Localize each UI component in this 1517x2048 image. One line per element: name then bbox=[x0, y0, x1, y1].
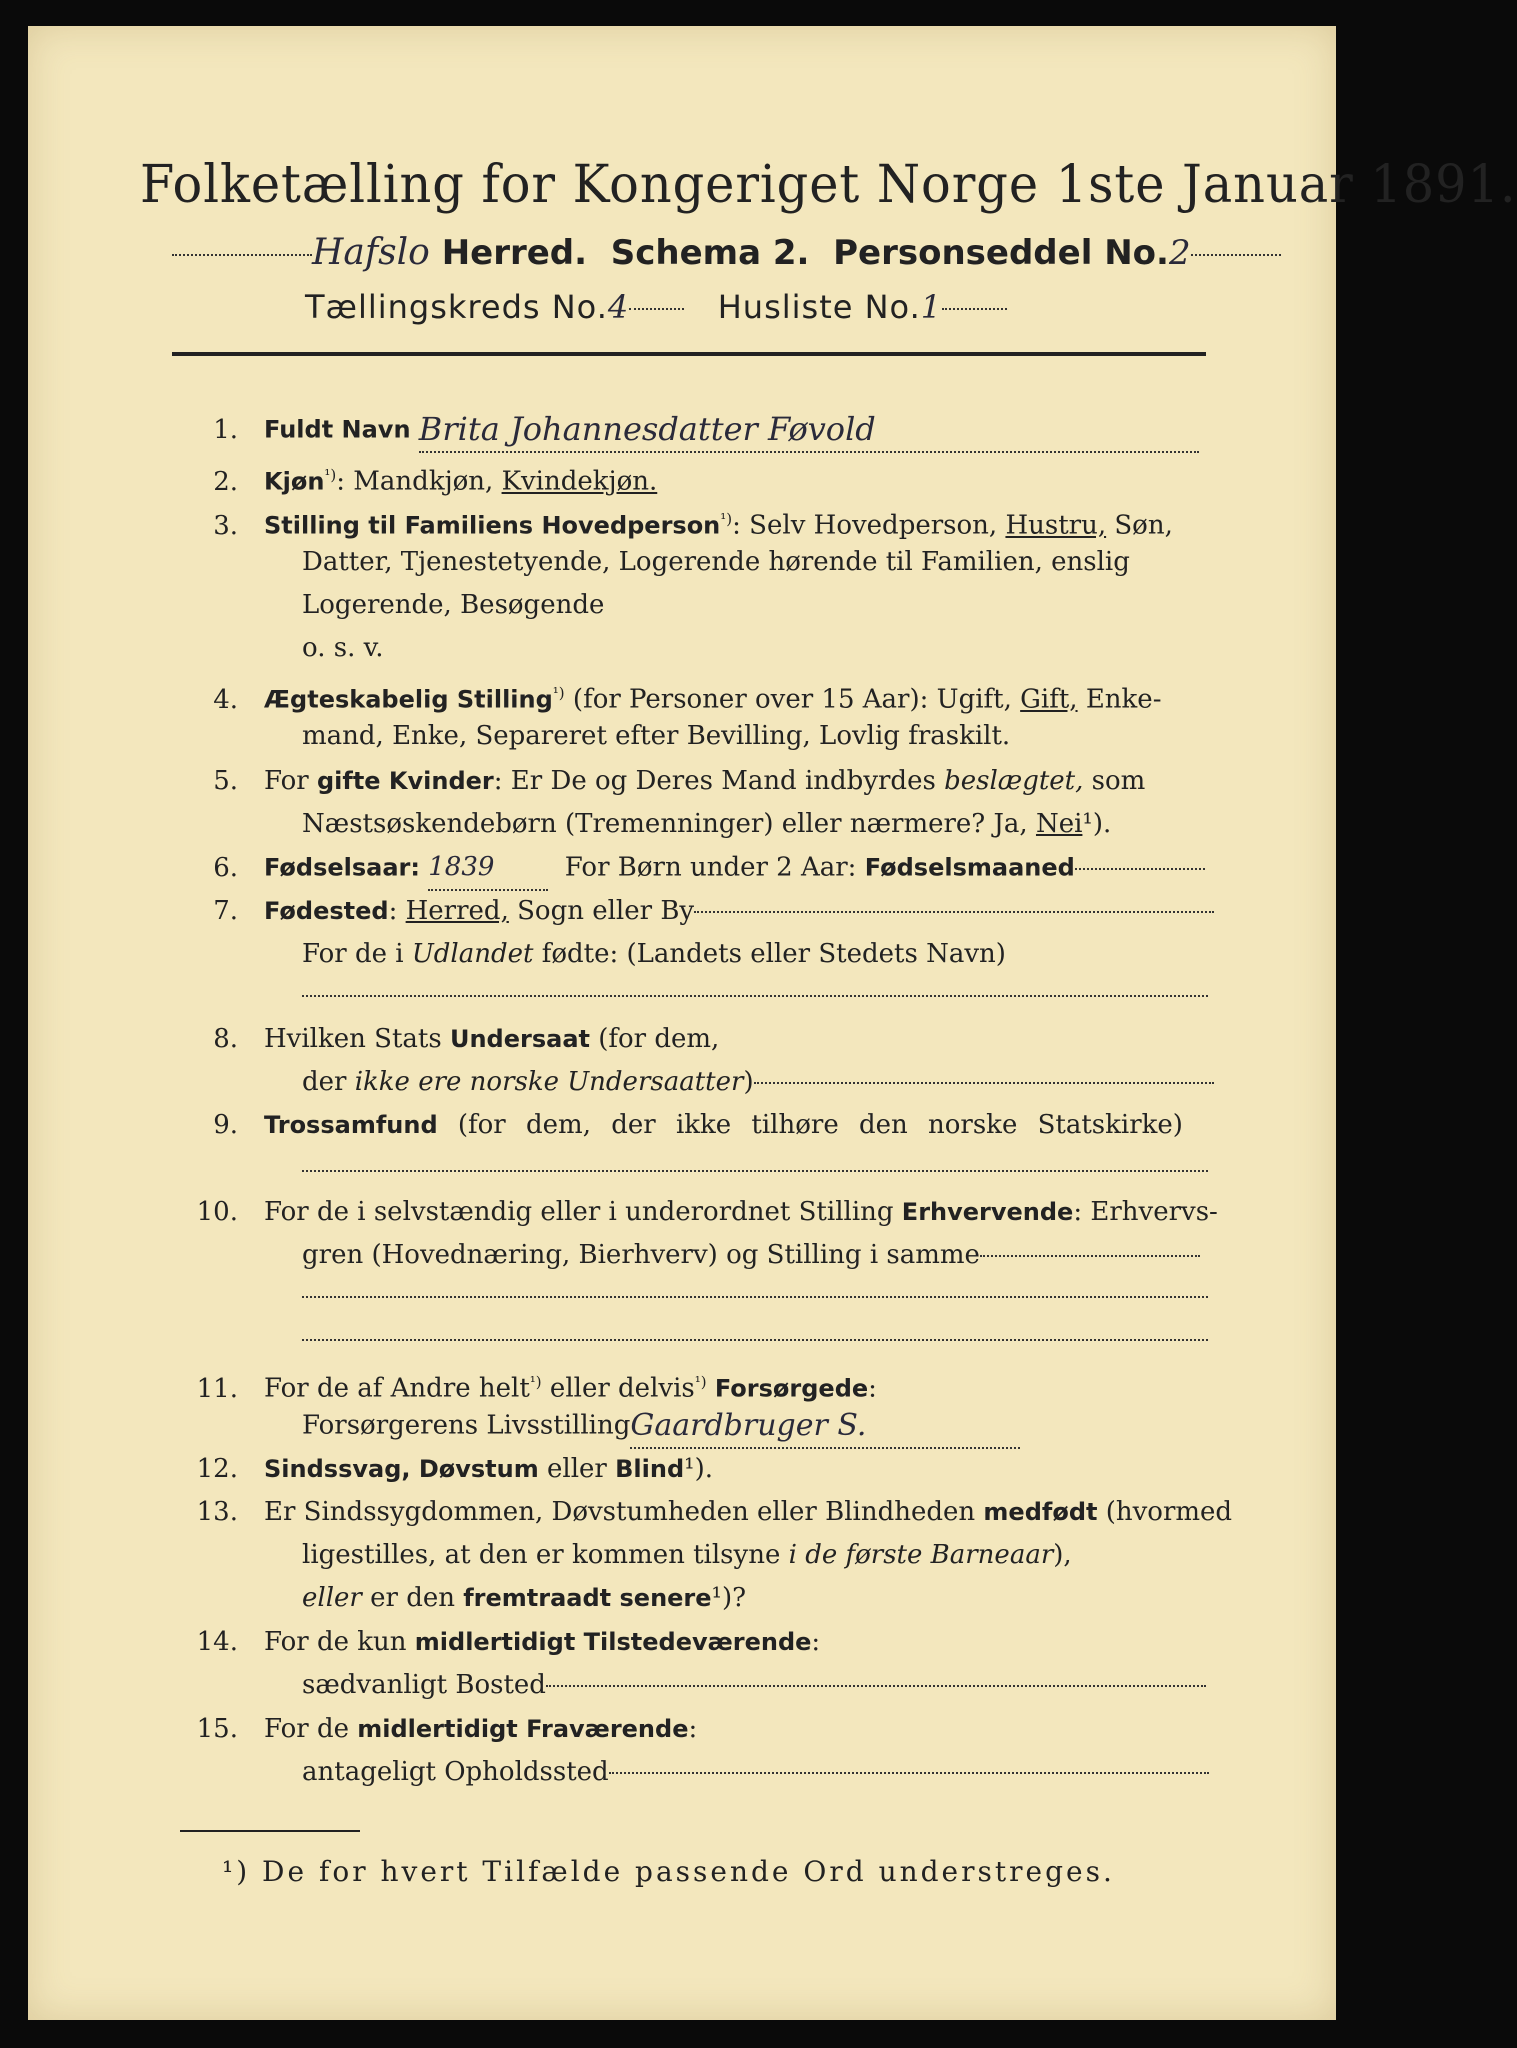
item-number: 10. bbox=[196, 1197, 238, 1227]
kreds-label: Tællingskreds No. bbox=[305, 288, 608, 326]
footnote-mark: ¹) bbox=[324, 466, 337, 484]
item-number: 6. bbox=[213, 852, 238, 883]
item-text: Er Sindssygdommen, Døvstumheden eller Blindheden bbox=[264, 1497, 984, 1527]
item-label: midlertidigt Fraværende bbox=[357, 1715, 689, 1743]
item-3-line4: o. s. v. bbox=[302, 633, 384, 663]
item-text: fødte: (Landets eller Stedets Navn) bbox=[533, 939, 1006, 969]
item-14 bbox=[172, 1621, 1208, 1664]
item-13-line3 bbox=[302, 1577, 1208, 1620]
item-8 bbox=[172, 1018, 1208, 1061]
item-4-line2: mand, Enke, Separeret efter Bevilling, Lovlig fraskilt. bbox=[302, 721, 1011, 751]
item-text: Forsørgerens Livsstilling bbox=[302, 1410, 631, 1441]
dotted-fill-line bbox=[302, 1339, 1208, 1341]
item-text: ¹)? bbox=[711, 1583, 747, 1613]
item-text: For de bbox=[264, 1714, 358, 1744]
item-6 bbox=[172, 846, 1208, 891]
item-text: For bbox=[264, 766, 317, 796]
item-3-line3: Logerende, Besøgende bbox=[302, 590, 605, 620]
item-text: : Selv Hovedperson, bbox=[732, 510, 1006, 541]
item-10-line2 bbox=[302, 1234, 1208, 1277]
dotted-fill-line bbox=[302, 995, 1208, 997]
item-text: ), bbox=[1053, 1540, 1072, 1570]
item-number: 3. bbox=[213, 510, 238, 541]
item-5 bbox=[172, 760, 1208, 803]
item-label: midlertidigt Tilstedeværende bbox=[414, 1628, 812, 1656]
italic-text: i de første Barneaar bbox=[788, 1540, 1054, 1570]
husliste-value: 1 bbox=[920, 288, 943, 326]
item-number: 15. bbox=[196, 1714, 238, 1744]
item-label: fremtraadt senere bbox=[463, 1584, 712, 1612]
provider-occupation-value: Gaardbruger S. bbox=[630, 1404, 1020, 1449]
item-text: (for dem, bbox=[589, 1024, 720, 1054]
item-text: gren (Hovednæring, Bierhverv) og Stilling i samme bbox=[302, 1240, 980, 1270]
item-number: 4. bbox=[213, 684, 238, 715]
item-text: Næstsøskendebørn (Tremenninger) eller nærmere? Ja, bbox=[302, 809, 1036, 839]
kreds-line bbox=[305, 288, 1007, 326]
herred-line bbox=[172, 232, 1281, 273]
item-text: eller bbox=[538, 1454, 616, 1484]
item-15-line2 bbox=[302, 1751, 1208, 1794]
item-13 bbox=[172, 1491, 1233, 1534]
footnote-mark: ¹) bbox=[529, 1373, 542, 1391]
item-number: 2. bbox=[213, 466, 238, 497]
item-text: Søn, bbox=[1106, 510, 1173, 541]
header-rule bbox=[172, 352, 1206, 356]
underlined-choice: Hustru, bbox=[1005, 510, 1107, 541]
item-text: ¹). bbox=[1082, 809, 1112, 839]
item-label: Erhvervende bbox=[901, 1198, 1074, 1226]
item-number: 7. bbox=[213, 896, 238, 926]
item-1 bbox=[172, 408, 1208, 453]
footnote-mark: ¹) bbox=[694, 1373, 707, 1391]
item-11-line2 bbox=[302, 1404, 1208, 1449]
item-text: sædvanligt Bosted bbox=[302, 1670, 546, 1700]
item-number: 14. bbox=[196, 1627, 238, 1657]
item-text: For de i bbox=[302, 939, 412, 969]
footnote-mark: ¹) bbox=[552, 684, 565, 702]
birth-year-value: 1839 bbox=[428, 846, 548, 891]
item-15 bbox=[172, 1708, 1208, 1751]
footnote: ¹) De for hvert Tilfælde passende Ord understreges. bbox=[222, 1855, 1115, 1888]
item-number: 11. bbox=[196, 1373, 238, 1404]
item-text: er den bbox=[361, 1583, 464, 1613]
item-3-line2: Datter, Tjenestetyende, Logerende hørende til Familien, enslig bbox=[302, 547, 1130, 577]
full-name-value: Brita Johannesdatter Føvold bbox=[419, 408, 1199, 453]
item-label: Stilling til Familiens Hovedperson bbox=[264, 511, 721, 540]
italic-text: Udlandet bbox=[411, 939, 534, 969]
item-label: medfødt bbox=[983, 1498, 1098, 1526]
item-text: For de i selvstændig eller i underordnet Stilling bbox=[264, 1197, 902, 1227]
item-label: Trossamfund bbox=[264, 1111, 438, 1139]
item-text: Hvilken Stats bbox=[264, 1024, 450, 1054]
item-text: Enke- bbox=[1077, 684, 1162, 715]
footnote-mark: ¹) bbox=[720, 510, 733, 528]
item-text: : bbox=[811, 1627, 821, 1657]
personseddel-value: 2 bbox=[1168, 233, 1191, 273]
form-title: Folketælling for Kongeriget Norge 1ste Januar 1891. bbox=[140, 155, 1517, 215]
item-text: : bbox=[388, 896, 406, 926]
item-label: Fødselsaar: bbox=[264, 853, 420, 882]
item-text: For Børn under 2 Aar: bbox=[564, 852, 865, 883]
item-text: ¹). bbox=[684, 1454, 713, 1484]
item-text: : bbox=[688, 1714, 698, 1744]
item-number: 8. bbox=[213, 1024, 238, 1054]
footnote-rule bbox=[180, 1830, 360, 1832]
husliste-label: Husliste No. bbox=[717, 288, 921, 326]
item-text: For de kun bbox=[264, 1627, 415, 1657]
item-13-line2 bbox=[302, 1534, 1208, 1577]
item-text: (for Personer over 15 Aar): Ugift, bbox=[564, 684, 1021, 715]
item-8-line2 bbox=[302, 1061, 1208, 1104]
item-text: (hvormed bbox=[1097, 1497, 1233, 1527]
italic-text: beslægtet, bbox=[944, 766, 1084, 796]
item-text: ligestilles, at den er kommen tilsyne bbox=[302, 1540, 789, 1570]
item-label: Fuldt Navn bbox=[264, 415, 411, 444]
item-10 bbox=[172, 1191, 1218, 1234]
dotted-fill-line bbox=[302, 1170, 1208, 1172]
item-text: antageligt Opholdssted bbox=[302, 1757, 609, 1787]
item-label: Blind bbox=[615, 1455, 685, 1483]
kreds-value: 4 bbox=[607, 288, 630, 326]
item-number: 12. bbox=[196, 1454, 238, 1484]
item-number: 13. bbox=[196, 1497, 238, 1527]
item-7 bbox=[172, 890, 1208, 933]
item-14-line2 bbox=[302, 1664, 1208, 1707]
underlined-choice: Nei bbox=[1035, 809, 1083, 839]
item-text: (for dem, der ikke tilhøre den norske Statskirke) bbox=[437, 1110, 1183, 1140]
item-label: Sindssvag, Døvstum bbox=[264, 1455, 539, 1483]
item-7-line2 bbox=[302, 933, 1208, 976]
item-text: : bbox=[868, 1373, 877, 1404]
item-text: : Mandkjøn, bbox=[336, 466, 502, 497]
item-text: eller delvis bbox=[541, 1373, 695, 1404]
italic-text: ikke ere norske Undersaatter bbox=[354, 1067, 744, 1097]
item-text: ) bbox=[743, 1067, 754, 1097]
item-5-line2 bbox=[302, 803, 1208, 846]
herred-value: Hafslo bbox=[312, 232, 430, 273]
item-text: der bbox=[302, 1067, 355, 1097]
underlined-choice: Herred, bbox=[405, 896, 509, 926]
underlined-choice: Kvindekjøn. bbox=[501, 466, 658, 497]
item-label: Ægteskabelig Stilling bbox=[264, 685, 553, 714]
italic-text: eller bbox=[302, 1583, 362, 1613]
schema-label: Schema 2. bbox=[610, 233, 810, 273]
item-text: For de af Andre helt bbox=[264, 1373, 530, 1404]
item-number: 1. bbox=[213, 414, 238, 445]
item-2 bbox=[172, 454, 1208, 504]
item-label: Kjøn bbox=[264, 467, 325, 496]
item-text: : Er De og Deres Mand indbyrdes bbox=[493, 766, 945, 796]
item-number: 9. bbox=[213, 1110, 238, 1140]
item-number: 5. bbox=[213, 766, 238, 796]
item-12 bbox=[172, 1448, 1208, 1491]
item-text: Sogn eller By bbox=[508, 896, 695, 926]
item-text: : Erhvervs- bbox=[1073, 1197, 1218, 1227]
item-label: Undersaat bbox=[449, 1025, 590, 1053]
item-label: Forsørgede bbox=[714, 1374, 869, 1403]
item-9 bbox=[172, 1104, 1208, 1147]
item-label: gifte Kvinder bbox=[316, 767, 494, 795]
dotted-fill-line bbox=[302, 1296, 1208, 1298]
item-label: Fødselsmaaned bbox=[864, 853, 1075, 882]
personseddel-label: Personseddel No. bbox=[833, 233, 1169, 273]
item-label: Fødested bbox=[264, 897, 389, 925]
herred-label: Herred. bbox=[441, 233, 588, 273]
underlined-choice: Gift, bbox=[1020, 684, 1078, 715]
item-text: som bbox=[1083, 766, 1146, 796]
